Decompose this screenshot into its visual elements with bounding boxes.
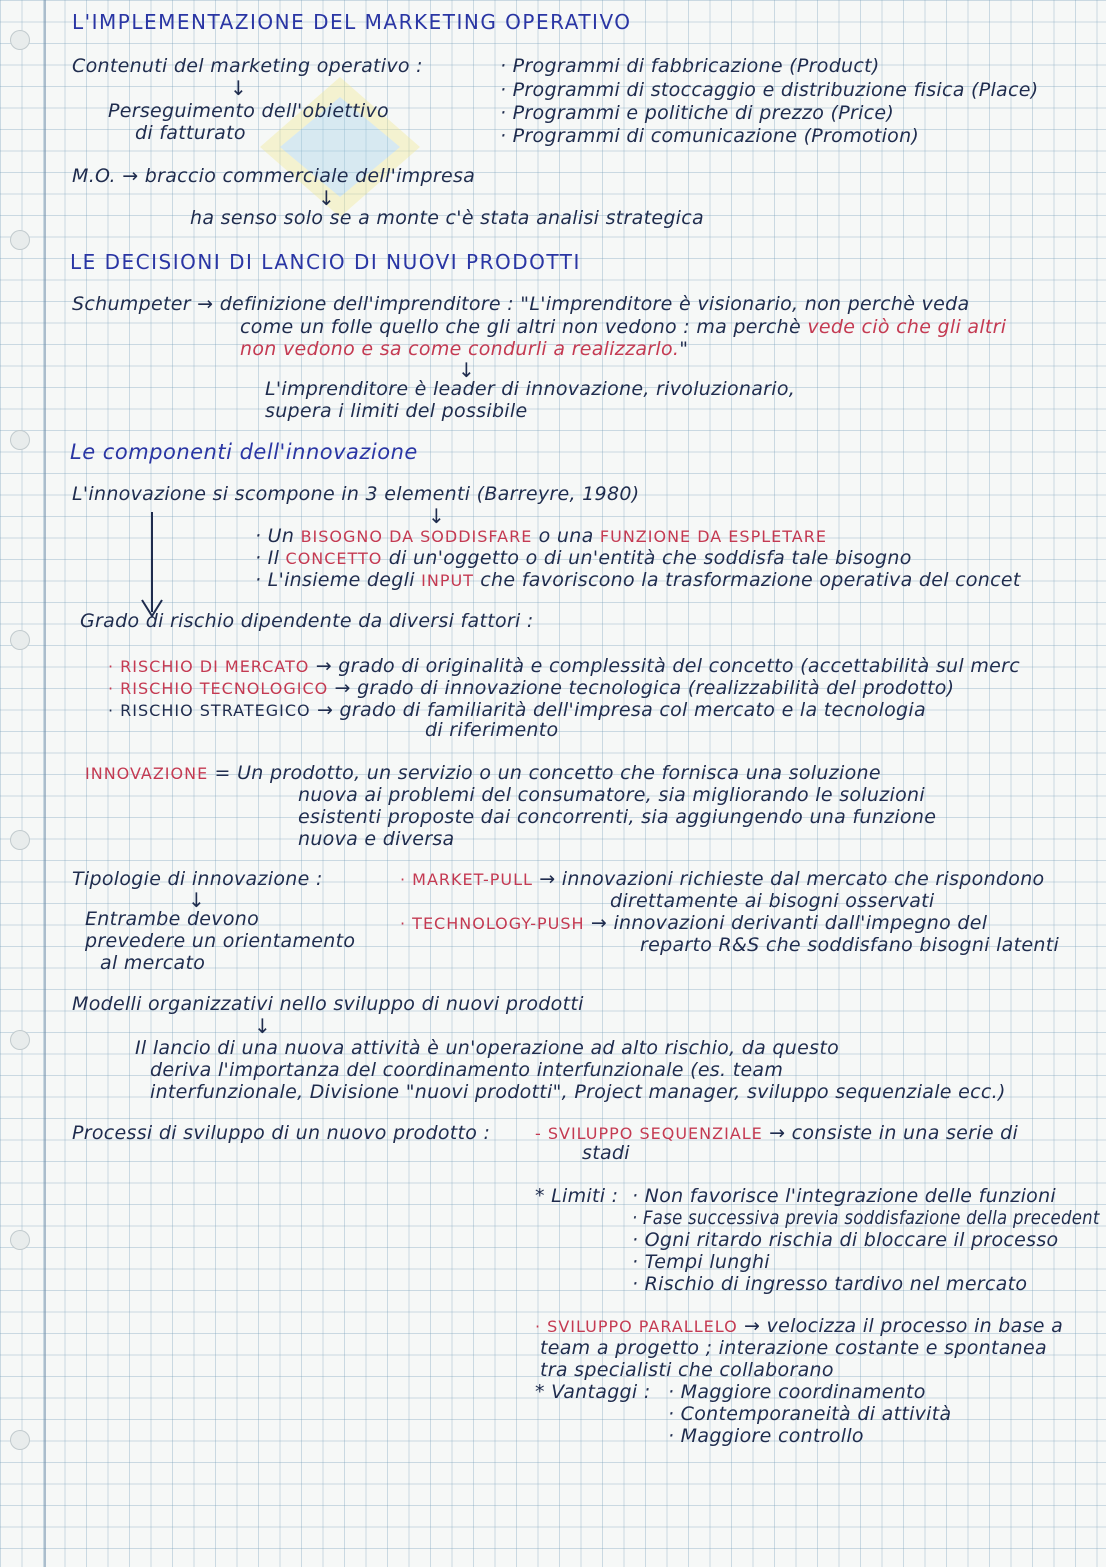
elemento-item: · Il CONCETTO di un'oggetto o di un'entità che soddisfa tale bisogno	[255, 547, 912, 569]
schumpeter-sub: supera i limiti del possibile	[265, 400, 528, 422]
contenuti-item: · Programmi di fabbricazione (Product)	[500, 55, 880, 77]
contenuti-sub: Perseguimento dell'obiettivo	[108, 100, 389, 122]
tipologie-item: · TECHNOLOGY-PUSH → innovazioni derivanti dall'impegno del	[400, 912, 988, 934]
quote-text: "	[679, 338, 689, 360]
innovazione-line: L'innovazione si scompone in 3 elementi (Barreyre, 1980)	[72, 483, 640, 505]
rischio-title: Grado di rischio dipendente da diversi fattori :	[80, 610, 534, 632]
definizione-line: nuova e diversa	[298, 828, 455, 850]
definizione-line: INNOVAZIONE = Un prodotto, un servizio o un concetto che fornisca una soluzione	[85, 762, 881, 784]
down-arrow-icon: ↓	[318, 186, 335, 210]
mo-sub: ha senso solo se a monte c'è stata analisi strategica	[190, 207, 704, 229]
tipologie-label: Tipologie di innovazione :	[72, 868, 323, 890]
limiti-item: · Rischio di ingresso tardivo nel mercato	[632, 1273, 1028, 1295]
schumpeter-line	[240, 316, 1006, 338]
quote-highlight: non vedono e sa come condurli a realizzarlo.	[240, 338, 680, 360]
contenuti-item: · Programmi di comunicazione (Promotion)	[500, 125, 920, 147]
limiti-item: · Non favorisce l'integrazione delle funzioni	[632, 1185, 1056, 1207]
vantaggi-item: · Maggiore coordinamento	[668, 1381, 926, 1403]
processi-label: Processi di sviluppo di un nuovo prodotto :	[72, 1122, 491, 1144]
modelli-title: Modelli organizzativi nello sviluppo di nuovi prodotti	[72, 993, 584, 1015]
schumpeter-sub: L'imprenditore è leader di innovazione, rivoluzionario,	[265, 378, 796, 400]
watermark-seal	[255, 72, 425, 222]
modelli-line: interfunzionale, Divisione "nuovi prodotti", Project manager, sviluppo sequenziale ecc.)	[150, 1081, 1006, 1103]
definizione-line: nuova ai problemi del consumatore, sia migliorando le soluzioni	[298, 784, 925, 806]
section-title: Le componenti dell'innovazione	[70, 440, 418, 464]
rischio-item: · RISCHIO TECNOLOGICO → grado di innovazione tecnologica (realizzabilità del prodotto)	[108, 677, 955, 699]
limiti-item: · Ogni ritardo rischia di bloccare il processo	[632, 1229, 1059, 1251]
down-arrow-icon: ↓	[188, 888, 205, 912]
elemento-item: · Un BISOGNO DA SODDISFARE o una FUNZIONE DA ESPLETARE	[255, 525, 827, 547]
mo-line: M.O. → braccio commerciale dell'impresa	[72, 165, 476, 187]
quote-text: come un folle quello che gli altri non vedono : ma perchè	[240, 316, 801, 338]
rischio-item: · RISCHIO STRATEGICO → grado di familiarità dell'impresa col mercato e la tecnologia	[108, 699, 926, 721]
processi-item-cont: team a progetto ; interazione costante e spontanea	[540, 1337, 1047, 1359]
contenuti-sub: di fatturato	[135, 122, 246, 144]
contenuti-item: · Programmi e politiche di prezzo (Price)	[500, 102, 895, 124]
processi-item-cont: tra specialisti che collaborano	[540, 1359, 834, 1381]
vantaggi-label: * Vantaggi :	[535, 1381, 651, 1403]
vantaggi-item: · Maggiore controllo	[668, 1425, 864, 1447]
rischio-item: · RISCHIO DI MERCATO → grado di originalità e complessità del concetto (accettabilità sul merc	[108, 655, 1020, 677]
down-arrow-icon: ↓	[428, 504, 445, 528]
tipologie-sub: prevedere un orientamento	[85, 930, 356, 952]
processi-item: - SVILUPPO SEQUENZIALE → consiste in una serie di	[535, 1122, 1019, 1144]
tipologie-item-cont: reparto R&S che soddisfano bisogni latenti	[640, 934, 1060, 956]
processi-item: · SVILUPPO PARALLELO → velocizza il processo in base a	[535, 1315, 1064, 1337]
quote-highlight: vede ciò che gli altri	[807, 316, 1007, 338]
down-arrow-icon: ↓	[458, 358, 475, 382]
down-arrow-icon: ↓	[254, 1014, 271, 1038]
elemento-item: · L'insieme degli INPUT che favoriscono la trasformazione operativa del concet	[255, 569, 1021, 591]
tipologie-sub: al mercato	[100, 952, 206, 974]
tipologie-item: · MARKET-PULL → innovazioni richieste dal mercato che rispondono	[400, 868, 1045, 890]
modelli-line: Il lancio di una nuova attività è un'operazione ad alto rischio, da questo	[135, 1037, 839, 1059]
schumpeter-line: Schumpeter → definizione dell'imprenditore : "L'imprenditore è visionario, non perchè veda	[72, 293, 970, 315]
modelli-line: deriva l'importanza del coordinamento interfunzionale (es. team	[150, 1059, 784, 1081]
section-title: LE DECISIONI DI LANCIO DI NUOVI PRODOTTI	[70, 250, 581, 274]
vantaggi-item: · Contemporaneità di attività	[668, 1403, 952, 1425]
tipologie-sub: Entrambe devono	[85, 908, 260, 930]
definizione-line: esistenti proposte dai concorrenti, sia aggiungendo una funzione	[298, 806, 937, 828]
limiti-item: · Fase successiva previa soddisfazione della precedent	[632, 1207, 1100, 1229]
limiti-label: * Limiti :	[535, 1185, 619, 1207]
schumpeter-line	[240, 338, 688, 360]
down-arrow-icon: ↓	[230, 76, 247, 100]
binder-holes	[8, 0, 34, 1567]
rischio-item-cont: di riferimento	[425, 719, 559, 741]
tipologie-item-cont: direttamente ai bisogni osservati	[610, 890, 935, 912]
limiti-item: · Tempi lunghi	[632, 1251, 770, 1273]
contenuti-label: Contenuti del marketing operativo :	[72, 55, 423, 77]
processi-item-cont: stadi	[582, 1142, 630, 1164]
page-margin-line	[44, 0, 46, 1567]
contenuti-item: · Programmi di stoccaggio e distribuzione fisica (Place)	[500, 79, 1039, 101]
page-title: L'IMPLEMENTAZIONE DEL MARKETING OPERATIVO	[72, 10, 632, 34]
long-down-arrow-icon	[138, 512, 168, 622]
